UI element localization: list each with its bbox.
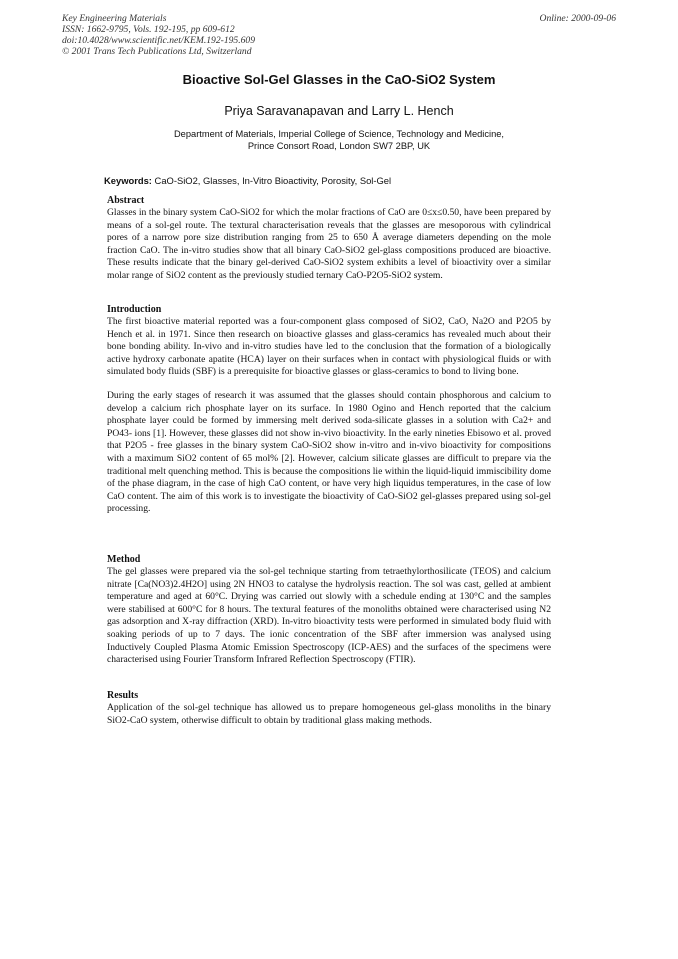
journal-header [62, 13, 255, 57]
introduction-paragraph-2: During the early stages of research it was assumed that the glasses should contain phosphorous and calcium to develop a calcium rich phosphate layer on its surface. In 1980 Ogino and Hench reported that the calcium phosphate layer could be formed by immersing melt derived soda-silicate glasses in a solution with Ca2+ and PO43- ions [1]. However, these glasses did not show in-vivo bioactivity. In the early nineties Ebisowo et al. proved that P2O5 - free glasses in the binary system CaO-SiO2 show in-vitro and in-vivo bioactivity for compositions with a maximum SiO2 content of 65 mol% [2]. However, calcium silicate glasses are difficult to prepare via the traditional melt quenching method. This is because the compositions lie within the liquid-liquid immiscibility dome of the phase diagram, in the case of high CaO content, or have very high liquidus temperatures, in the case of low CaO content. The aim of this work is to investigate the bioactivity of CaO-SiO2 gel-glasses prepared using sol-gel processing. [107, 389, 552, 515]
keywords [104, 175, 391, 186]
authors: Priya Saravanapavan and Larry L. Hench [224, 104, 454, 118]
abstract-text: Glasses in the binary system CaO-SiO2 for which the molar fractions of CaO are 0≤x≤0.50, have been prepared by means of a sol-gel route. The textural characterisation reveals that the glasses are mesoporous with cylindrical pores of a narrow pore size distribution ranging from 25 to 650 Å average diameters depending on the mole fraction CaO. The in-vitro studies show that all binary CaO-SiO2 gel-glass compositions produced are bioactive. These results indicate that the binary gel-derived CaO-SiO2 system exhibits a level of bioactivity over a similar molar range of SiO2 content as the previously studied ternary CaO-P2O5-SiO2 system. [107, 207, 551, 281]
results-text: Application of the sol-gel technique has allowed us to prepare homogeneous gel-glass monoliths in the binary SiO2-CaO system, otherwise difficult to obtain by traditional glass making methods. [107, 702, 551, 726]
method-section [107, 553, 551, 667]
online-date: Online: 2000-09-06 [539, 13, 616, 24]
keywords-label: Keywords: [104, 175, 152, 186]
issn-line: ISSN: 1662-9795, Vols. 192-195, pp 609-612 [62, 24, 235, 35]
method-text: The gel glasses were prepared via the sol-gel technique starting from tetraethylorthosilicate (TEOS) and calcium nitrate [Ca(NO3)2.4H2O] using 2N HNO3 to catalyse the hydrolysis reaction. The sol was cast, gelled at ambient temperature and aged at 60°C. Drying was carried out slowly with a schedule ending at 130°C and the samples were stabilised at 600°C for 8 hours. The textural features of the monoliths obtained were characterised using N2 gas adsorption and X-ray diffraction (XRD). In-vitro bioactivity tests were performed in simulated body fluid with soaking periods of up to 7 days. The ionic concentration of the SBF after immersion was analysed using Inductively Coupled Plasma Atomic Emission Spectroscopy (ICP-AES) and the surfaces of the specimens were characterised using Fourier Transform Infrared Reflection Spectroscopy (FTIR). [107, 566, 551, 666]
paper-title: Bioactive Sol-Gel Glasses in the CaO-SiO2 System [182, 72, 496, 87]
results-section [107, 689, 551, 727]
journal-name: Key Engineering Materials [62, 13, 167, 24]
results-heading: Results [107, 690, 139, 701]
introduction-paragraph-1: The first bioactive material reported was a four-component glass composed of SiO2, CaO, Na2O and P2O5 by Hench et al. in 1971. Since then research on bioactive glasses and glass-ceramics has revealed much about their bone bonding ability. In-vivo and in-vitro studies have led to the conclusion that the formation of a biologically active hydroxy carbonate apatite (HCA) layer on their surfaces when in contact with physiological fluids or with simulated body fluids (SBF) is a prerequisite for bioactive glasses or glass-ceramics to bond to living bone. [107, 316, 551, 378]
introduction-section [107, 303, 551, 516]
introduction-heading: Introduction [107, 304, 162, 315]
abstract-section [107, 194, 551, 283]
affiliation [0, 128, 678, 152]
keywords-text: CaO-SiO2, Glasses, In-Vitro Bioactivity, Porosity, Sol-Gel [154, 175, 392, 186]
method-heading: Method [107, 554, 141, 565]
doi-line: doi:10.4028/www.scientific.net/KEM.192-195.609 [62, 35, 256, 46]
affiliation-line-2: Prince Consort Road, London SW7 2BP, UK [247, 141, 431, 151]
copyright-line: © 2001 Trans Tech Publications Ltd, Switzerland [62, 46, 252, 57]
affiliation-line-1: Department of Materials, Imperial College of Science, Technology and Medicine, [173, 129, 505, 139]
abstract-heading: Abstract [107, 195, 145, 206]
